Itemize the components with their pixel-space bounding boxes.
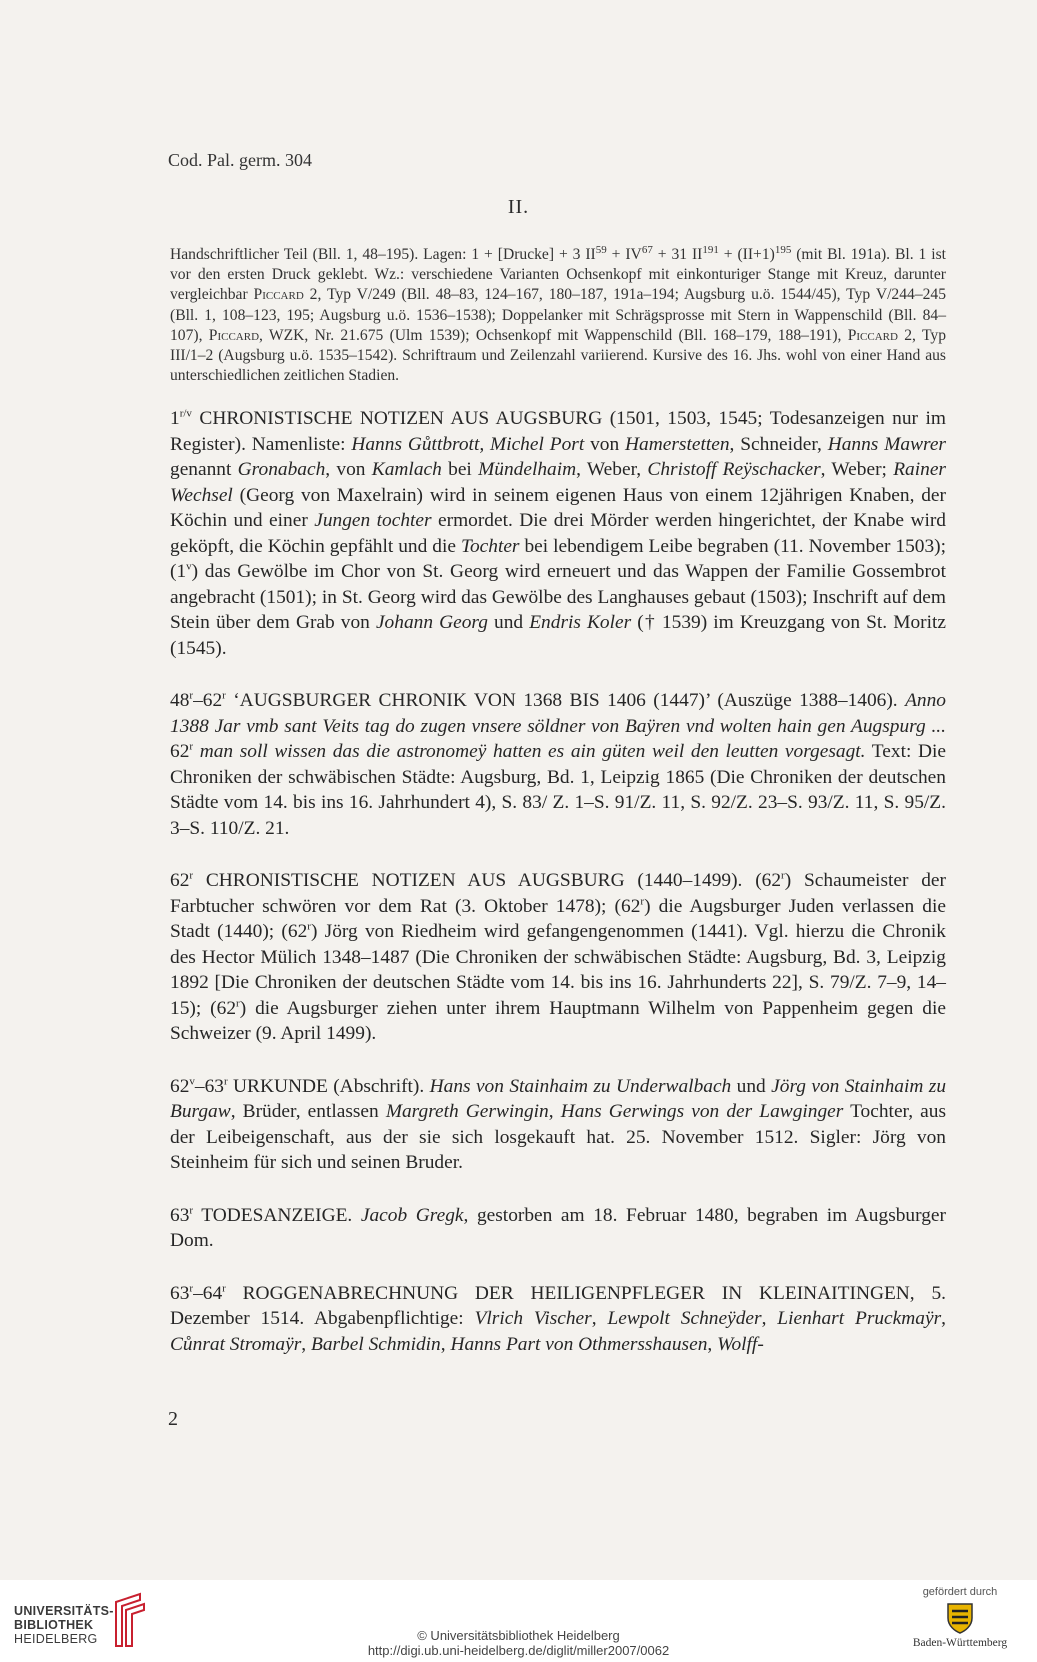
library-name-line3: HEIDELBERG xyxy=(14,1632,98,1646)
manuscript-description: Handschriftlicher Teil (Bll. 1, 48–195). Lagen: 1 + [Drucke] + 3 $II^{59} + IV^{67} + 31$ $II^{191} + (II+1)^{195}$ (mit Bl. 191a). Bl. 1 ist vor den ersten Druck geklebt. Wz.: verschiedene Varianten Ochsenkopf mit einkonturiger Stange mit Kreuz, darunter vergleichbar Piccard 2, Typ V/249 (Bll. 48–83, 124–167, 180–187, 191a–194; Augsburg u.ö. 1544/45), Typ V/244–245 (Bll. 1, 108–123, 195; Augsburg u.ö. 1536–1538); Doppelanker mit Schrägsprosse mit Stern in Wappenschild (Bll. 84–107), Piccard, WZK, Nr. 21.675 (Ulm 1539); Ochsenkopf mit Wappenschild (Bll. 168–179, 188–191), Piccard 2, Typ III/1–2 (Augsburg u.ö. 1535–1542). Schriftraum und Zeilenzahl variierend. Kursive des 16. Jhs. wohl von einer Hand aus unterschiedlichen zeitlichen Stadien. xyxy=(170,243,947,385)
content-entries xyxy=(170,406,946,1384)
sponsor-label: gefördert durch xyxy=(922,1586,998,1598)
state-crest-icon xyxy=(943,1601,977,1635)
page-number: 2 xyxy=(168,1408,178,1430)
entry-chronistische-notizen-2: 62$^r$ CHRONISTISCHE NOTIZEN AUS AUGSBURG (1440–1499). (62$^r$) Schaumeister der Farbtucher schwören vor dem Rat (3. Oktober 1478); (62$^r$) die Augsburger Juden verlassen die Stadt (1440); (62$^r$) Jörg von Riedheim wird gefangengenommen (1441). Vgl. hierzu die Chronik des Hector Mülich 1348–1487 (Die Chroniken der schwäbischen Städte: Augsburg, Bd. 3, Leipzig 1892 [Die Chroniken der deutschen Städte vom 14. bis ins 16. Jahrhunderts 22], S. 79/Z. 7–9, 14–15); (62$^r$) die Augsburger ziehen unter ihrem Hauptmann Wilhelm von Pappenheim gegen die Schweizer (9. April 1499). xyxy=(170,869,946,1044)
section-number: II. xyxy=(507,196,530,218)
entry-todesanzeige: 63$^r$ TODESANZEIGE. Jacob Gregk, gestorben am 18. Februar 1480, begraben im Augsburger Dom. xyxy=(170,1204,946,1251)
copyright-notice xyxy=(0,1628,1037,1658)
entry-chronistische-notizen-1: $1^{r/v}$ CHRONISTISCHE NOTIZEN AUS AUGSBURG (1501, 1503, 1545; Todesanzeigen nur im Register). Namenliste: Hanns Gůttbrott, Michel Port von Hamerstetten, Schneider, Hanns Mawrer genannt Gronabach, von Kamlach bei Mündelhaim, Weber, Christoff Reÿschacker, Weber; Rainer Wechsel (Georg von Maxelrain) wird in seinem eigenen Haus von einem 12jährigen Knaben, der Köchin und einer Jungen tochter ermordet. Die drei Mörder werden hingerichtet, der Knabe wird geköpft, die Köchin gepfählt und die Tochter bei lebendigem Leibe begraben (11. November 1503); (1$^v$) das Gewölbe im Chor von St. Georg wird erneuert und das Wappen der Familie Gossembrot angebracht (1501); in St. Georg wird das Gewölbe des Langhauses gebaut (1503); Inschrift auf dem Stein über dem Grab von Johann Georg und Endris Koler († 1539) im Kreuzgang von St. Moritz (1545). xyxy=(170,407,946,659)
shelfmark-header: Cod. Pal. germ. 304 xyxy=(168,150,312,170)
entry-augsburger-chronik: 48$^r$–62$^r$ ‘AUGSBURGER CHRONIK VON 1368 BIS 1406 (1447)’ (Auszüge 1388–1406). Anno 1388 Jar vmb sant Veits tag do zugen vnsere söldner von Baÿren vnd wolten hain gen Augspurg ... 62$^r$ man soll wissen das die astronomeÿ hatten es ain güten weil den leutten vorgesagt. Text: Die Chroniken der schwäbischen Städte: Augsburg, Bd. 1, Leipzig 1865 (Die Chroniken der deutschen Städte vom 14. bis ins 16. Jahrhundert 4), S. 83/ Z. 1–S. 91/Z. 11, S. 92/Z. 23–S. 93/Z. 11, S. 95/Z. 3–S. 110/Z. 21. xyxy=(170,689,947,839)
copyright-text: © Universitätsbibliothek Heidelberg xyxy=(417,1628,620,1643)
entry-urkunde: 62$^v$–63$^r$ URKUNDE (Abschrift). Hans von Stainhaim zu Underwalbach und Jörg von Stainhaim zu Burgaw, Brüder, entlassen Margreth Gerwingin, Hans Gerwings von der Lawginger Tochter, aus der Leibeigenschaft, aus der sie sich losgekauft hat. 25. November 1512. Sigler: Jörg von Steinheim für sich und seinen Bruder. xyxy=(170,1075,947,1173)
sponsor-name: Baden-Württemberg xyxy=(912,1637,1008,1649)
library-name-line1: UNIVERSITÄTS- xyxy=(14,1604,114,1618)
footer-bar xyxy=(0,1580,1037,1662)
library-name-line2: BIBLIOTHEK xyxy=(14,1618,94,1632)
entry-roggenabrechnung: 63$^r$–64$^r$ ROGGENABRECHNUNG DER HEILIGENPFLEGER IN KLEINAITINGEN, 5. Dezember 1514. Abgabenpflichtige: Vlrich Vischer, Lewpolt Schneÿder, Lienhart Pruckmaÿr, Cůnrat Stromaÿr, Barbel Schmidin, Hanns Part von Othmersshausen, Wolff- xyxy=(170,1282,946,1355)
sponsor-block xyxy=(905,1586,1015,1649)
permalink-url[interactable]: http://digi.ub.uni-heidelberg.de/diglit/miller2007/0062 xyxy=(367,1643,670,1658)
